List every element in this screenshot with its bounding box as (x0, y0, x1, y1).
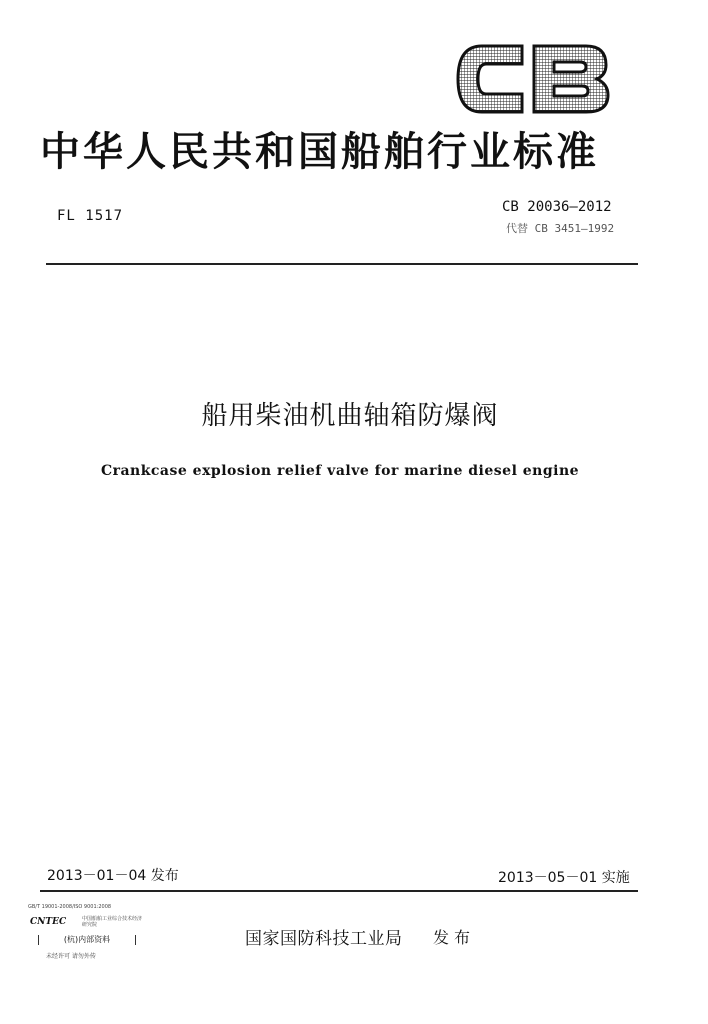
distribution-stamp (28, 904, 146, 960)
issue-date: 2013－01－04 发布 (47, 868, 179, 884)
replaces-standard: 代替 CB 3451—1992 (506, 222, 615, 235)
implementation-date: 2013－05－01 实施 (498, 870, 630, 886)
document-title-chinese: 船用柴油机曲轴箱防爆阀 (201, 401, 499, 431)
standard-number: CB 20036—2012 (502, 199, 612, 215)
stamp-brand-note: 中国船舶工业综合技术经济研究院 (82, 916, 143, 928)
footer-divider (40, 890, 638, 892)
issuer-action: 发布 (433, 928, 476, 947)
stamp-certification-line: GB/T 19001-2008/ISO 9001:2008 (28, 904, 112, 910)
cb-logo (452, 38, 614, 120)
issuer-name: 国家国防科技工业局 (245, 929, 403, 949)
stamp-brand: CNTEC (30, 917, 67, 927)
organization-title: 中华人民共和国船舶行业标准 (40, 129, 599, 175)
stamp-notice: 未经许可 请勿外传 (46, 953, 96, 960)
document-title-english: Crankcase explosion relief valve for marine diesel engine (100, 463, 580, 479)
header-divider (46, 263, 638, 265)
classification-code: FL 1517 (57, 208, 124, 224)
stamp-boxed-text: (杭)内部资料 (38, 935, 136, 945)
